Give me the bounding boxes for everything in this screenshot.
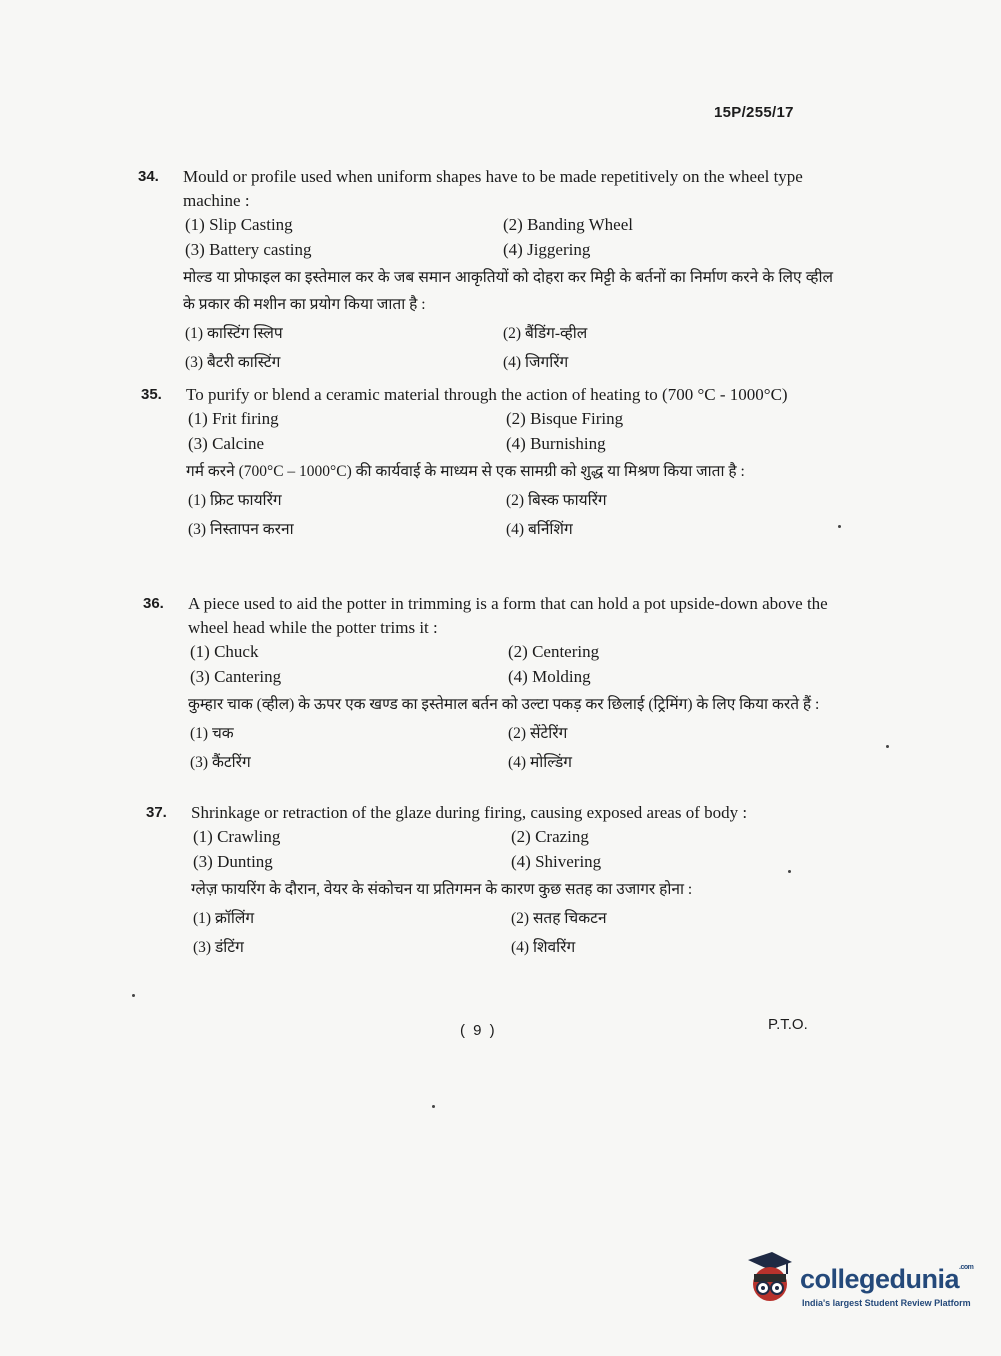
question-35 [141, 383, 836, 542]
option-3: (3) Calcine [188, 434, 264, 453]
option-2-hindi: (2) सेंटेरिंग [508, 725, 568, 742]
option-3: (3) Battery casting [185, 240, 312, 259]
option-3-hindi: (3) निस्तापन करना [188, 521, 294, 538]
student-mascot-icon [742, 1250, 798, 1312]
question-text: A piece used to aid the potter in trimming is a form that can hold a pot upside-down above the wheel head while the potter trims it : [188, 594, 828, 637]
option-2-hindi: (2) सतह चिकटन [511, 910, 607, 927]
option-3: (3) Dunting [193, 852, 273, 871]
option-4: (4) Jiggering [503, 240, 591, 259]
option-4-hindi: (4) जिगरिंग [503, 354, 569, 371]
scan-speck [788, 870, 791, 873]
option-3-hindi: (3) डंटिंग [193, 939, 244, 956]
options-hindi [190, 722, 838, 775]
option-1: (1) Crawling [193, 827, 281, 846]
option-4-hindi: (4) मोल्डिंग [508, 754, 573, 771]
paper-code: 15P/255/17 [714, 104, 794, 121]
option-1-hindi: (1) क्रॉलिंग [193, 910, 255, 927]
question-text-hindi: ग्लेज़ फायरिंग के दौरान, वेयर के संकोचन या प्रतिगमन के कारण कुछ सतह का उजागर होना : [191, 881, 693, 898]
option-2: (2) Banding Wheel [503, 215, 633, 234]
option-2: (2) Crazing [511, 827, 589, 846]
option-1: (1) Frit firing [188, 409, 279, 428]
option-2: (2) Centering [508, 642, 600, 661]
question-36 [143, 592, 838, 775]
option-2: (2) Bisque Firing [506, 409, 624, 428]
option-4: (4) Shivering [511, 852, 602, 871]
options-hindi [185, 322, 833, 375]
question-text-hindi: कुम्हार चाक (व्हील) के ऊपर एक खण्ड का इस्तेमाल बर्तन को उल्टा पकड़ कर छिलाई (ट्रिमिंग) के लिए किया करते हैं : [188, 696, 820, 713]
scan-speck [838, 525, 841, 528]
option-1-hindi: (1) फ्रिट फायरिंग [188, 492, 282, 509]
option-3-hindi: (3) कैंटरिंग [190, 754, 251, 771]
option-4: (4) Molding [508, 667, 591, 686]
question-text: To purify or blend a ceramic material through the action of heating to (700 °C - 1000°C) [186, 385, 788, 404]
pto-label: P.T.O. [768, 1016, 808, 1033]
collegedunia-watermark [742, 1250, 972, 1320]
brand-name: collegedunia$^{.com}$ [800, 1264, 974, 1294]
option-3-hindi: (3) बैटरी कास्टिंग [185, 354, 281, 371]
question-text: Mould or profile used when uniform shapes have to be made repetitively on the wheel type machine : [183, 167, 803, 210]
question-number: 36. [143, 595, 164, 612]
question-number: 37. [146, 804, 167, 821]
brand-tagline: India's largest Student Review Platform [802, 1298, 971, 1308]
scan-speck [432, 1105, 435, 1108]
option-2-hindi: (2) बैंडिंग-व्हील [503, 325, 588, 342]
option-4-hindi: (4) बर्निशिंग [506, 521, 573, 538]
question-text-hindi: मोल्ड या प्रोफाइल का इस्तेमाल कर के जब समान आकृतियों को दोहरा कर मिट्टी के बर्तनों का निर्माण करने के लिए व्हील के प्रकार की मशीन का प्रयोग किया जाता है : [183, 269, 833, 313]
question-34 [138, 165, 833, 375]
question-text: Shrinkage or retraction of the glaze during firing, causing exposed areas of body : [191, 803, 748, 822]
option-1: (1) Slip Casting [185, 215, 293, 234]
question-37 [146, 801, 841, 960]
scan-speck [886, 745, 889, 748]
option-4-hindi: (4) शिवरिंग [511, 939, 576, 956]
options-hindi [193, 907, 841, 960]
options-english [193, 825, 841, 874]
question-number: 35. [141, 386, 162, 403]
question-text-hindi: गर्म करने (700°C – 1000°C) की कार्यवाई के माध्यम से एक सामग्री को शुद्ध या मिश्रण किया जाता है : [186, 463, 745, 480]
options-english [188, 407, 836, 456]
option-4: (4) Burnishing [506, 434, 606, 453]
option-3: (3) Cantering [190, 667, 282, 686]
scan-speck [132, 994, 135, 997]
question-number: 34. [138, 168, 159, 185]
page-number: ( 9 ) [460, 1022, 497, 1039]
option-1-hindi: (1) कास्टिंग स्लिप [185, 325, 283, 342]
option-1: (1) Chuck [190, 642, 259, 661]
options-english [190, 640, 838, 689]
option-2-hindi: (2) बिस्क फायरिंग [506, 492, 607, 509]
option-1-hindi: (1) चक [190, 725, 234, 742]
options-english [185, 213, 833, 262]
options-hindi [188, 489, 836, 542]
